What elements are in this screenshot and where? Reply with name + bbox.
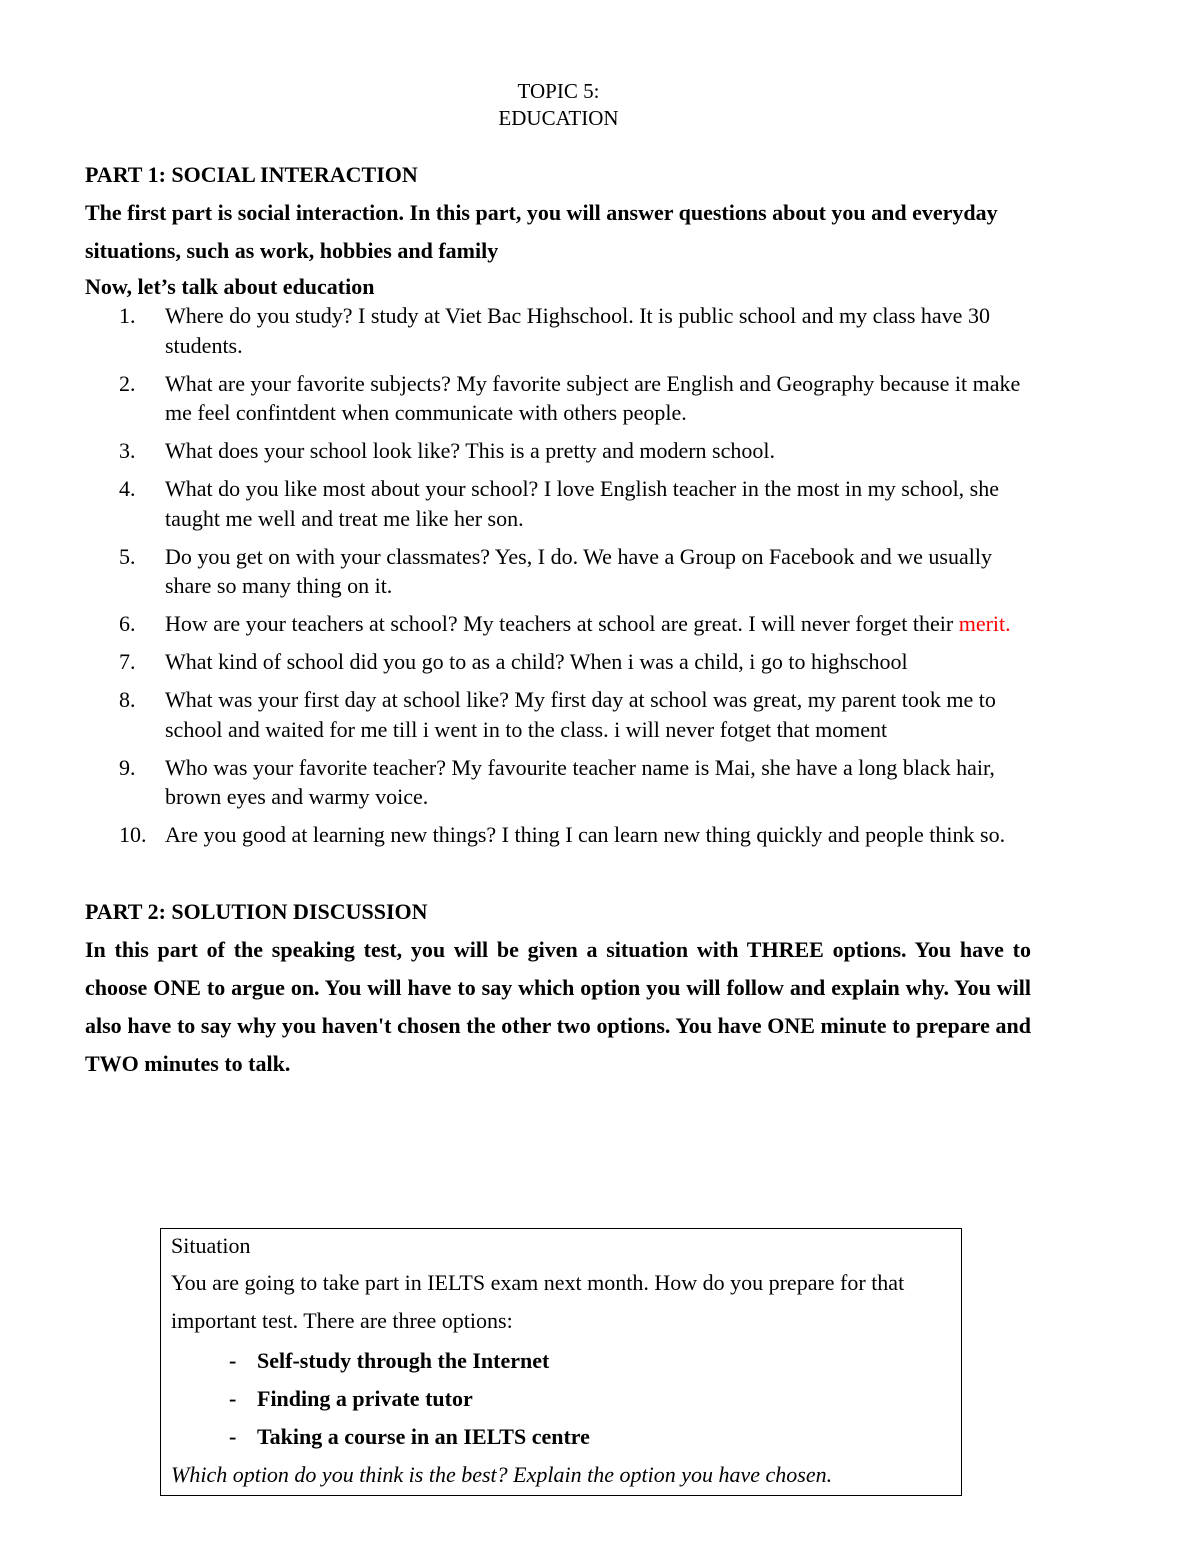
item-text: Who was your favorite teacher? My favourite teacher name is Mai, she have a long black hair, brown eyes and warmy voice.	[165, 754, 995, 809]
list-item	[85, 820, 1035, 850]
list-item	[85, 685, 1035, 744]
item-text: What does your school look like? This is a pretty and modern school.	[165, 438, 775, 463]
situation-label: Situation	[171, 1233, 251, 1258]
item-text: What kind of school did you go to as a child? When i was a child, i go to highschool	[165, 649, 908, 674]
item-number: 9.	[119, 754, 136, 780]
item-number: 7.	[119, 649, 136, 674]
item-number: 5.	[119, 543, 136, 569]
bullet-dash: -	[229, 1386, 237, 1411]
list-item	[85, 542, 1035, 601]
list-item	[85, 753, 1035, 812]
option-text: Finding a private tutor	[257, 1386, 473, 1411]
list-item	[85, 474, 1035, 533]
item-text: Do you get on with your classmates? Yes, I do. We have a Group on Facebook and we usually share so many thing on it.	[165, 543, 992, 598]
list-item	[85, 301, 1035, 360]
option-item	[171, 1342, 951, 1380]
option-text: Taking a course in an IELTS centre	[257, 1424, 590, 1449]
item-number: 8.	[119, 687, 136, 712]
situation-box	[160, 1228, 962, 1496]
situation-options	[171, 1342, 951, 1456]
item-number: 10.	[119, 822, 147, 847]
part1-question-list	[85, 301, 1035, 850]
bullet-dash: -	[229, 1424, 237, 1449]
item-number: 1.	[119, 303, 136, 328]
option-item	[171, 1418, 951, 1456]
item-text: Are you good at learning new things? I thing I can learn new thing quickly and people think so.	[165, 822, 1006, 847]
item-number: 4.	[119, 476, 136, 501]
topic-name: EDUCATION	[498, 106, 619, 130]
list-item	[85, 609, 1035, 639]
situation-description: You are going to take part in IELTS exam next month. How do you prepare for that important test. There are three options:	[171, 1270, 905, 1333]
part1-heading: PART 1: SOCIAL INTERACTION	[85, 162, 418, 187]
document-page	[85, 78, 1035, 1083]
situation-question: Which option do you think is the best? Explain the option you have chosen.	[171, 1462, 833, 1487]
topic-number: TOPIC 5:	[517, 79, 600, 103]
bullet-dash: -	[229, 1348, 237, 1373]
list-item	[85, 647, 1035, 677]
topic-title	[82, 78, 1035, 132]
list-item	[85, 369, 1035, 428]
part1-intro: The first part is social interaction. In this part, you will answer questions about you and everyday situations, such as work, hobbies and family	[85, 200, 998, 263]
option-item	[171, 1380, 951, 1418]
highlighted-word: merit.	[958, 611, 1011, 636]
option-text: Self-study through the Internet	[257, 1348, 550, 1373]
item-text: What was your first day at school like? My first day at school was great, my parent took me to school and waited for me till i went in to the class. i will never fotget that moment	[165, 687, 996, 742]
part2-intro: In this part of the speaking test, you will be given a situation with THREE options. You have to choose ONE to argue on. You will have to say which option you will follow and explain why. You will also have to say why you haven't chosen the other two options. You have ONE minute to prepare and TWO minutes to talk.	[85, 937, 1031, 1076]
item-text: Where do you study? I study at Viet Bac Highschool. It is public school and my class have 30 students.	[165, 303, 990, 358]
part1-lead: Now, let’s talk about education	[85, 274, 375, 299]
item-text: What are your favorite subjects? My favorite subject are English and Geography because it make me feel confintdent when communicate with others people.	[165, 370, 1021, 425]
item-text: What do you like most about your school? I love English teacher in the most in my school, she taught me well and treat me like her son.	[165, 476, 1000, 531]
item-number: 2.	[119, 370, 136, 396]
part2-heading: PART 2: SOLUTION DISCUSSION	[85, 899, 428, 924]
item-text: How are your teachers at school? My teachers at school are great. I will never forget their	[165, 611, 959, 636]
item-number: 6.	[119, 611, 136, 636]
list-item	[85, 436, 1035, 466]
item-number: 3.	[119, 438, 136, 463]
